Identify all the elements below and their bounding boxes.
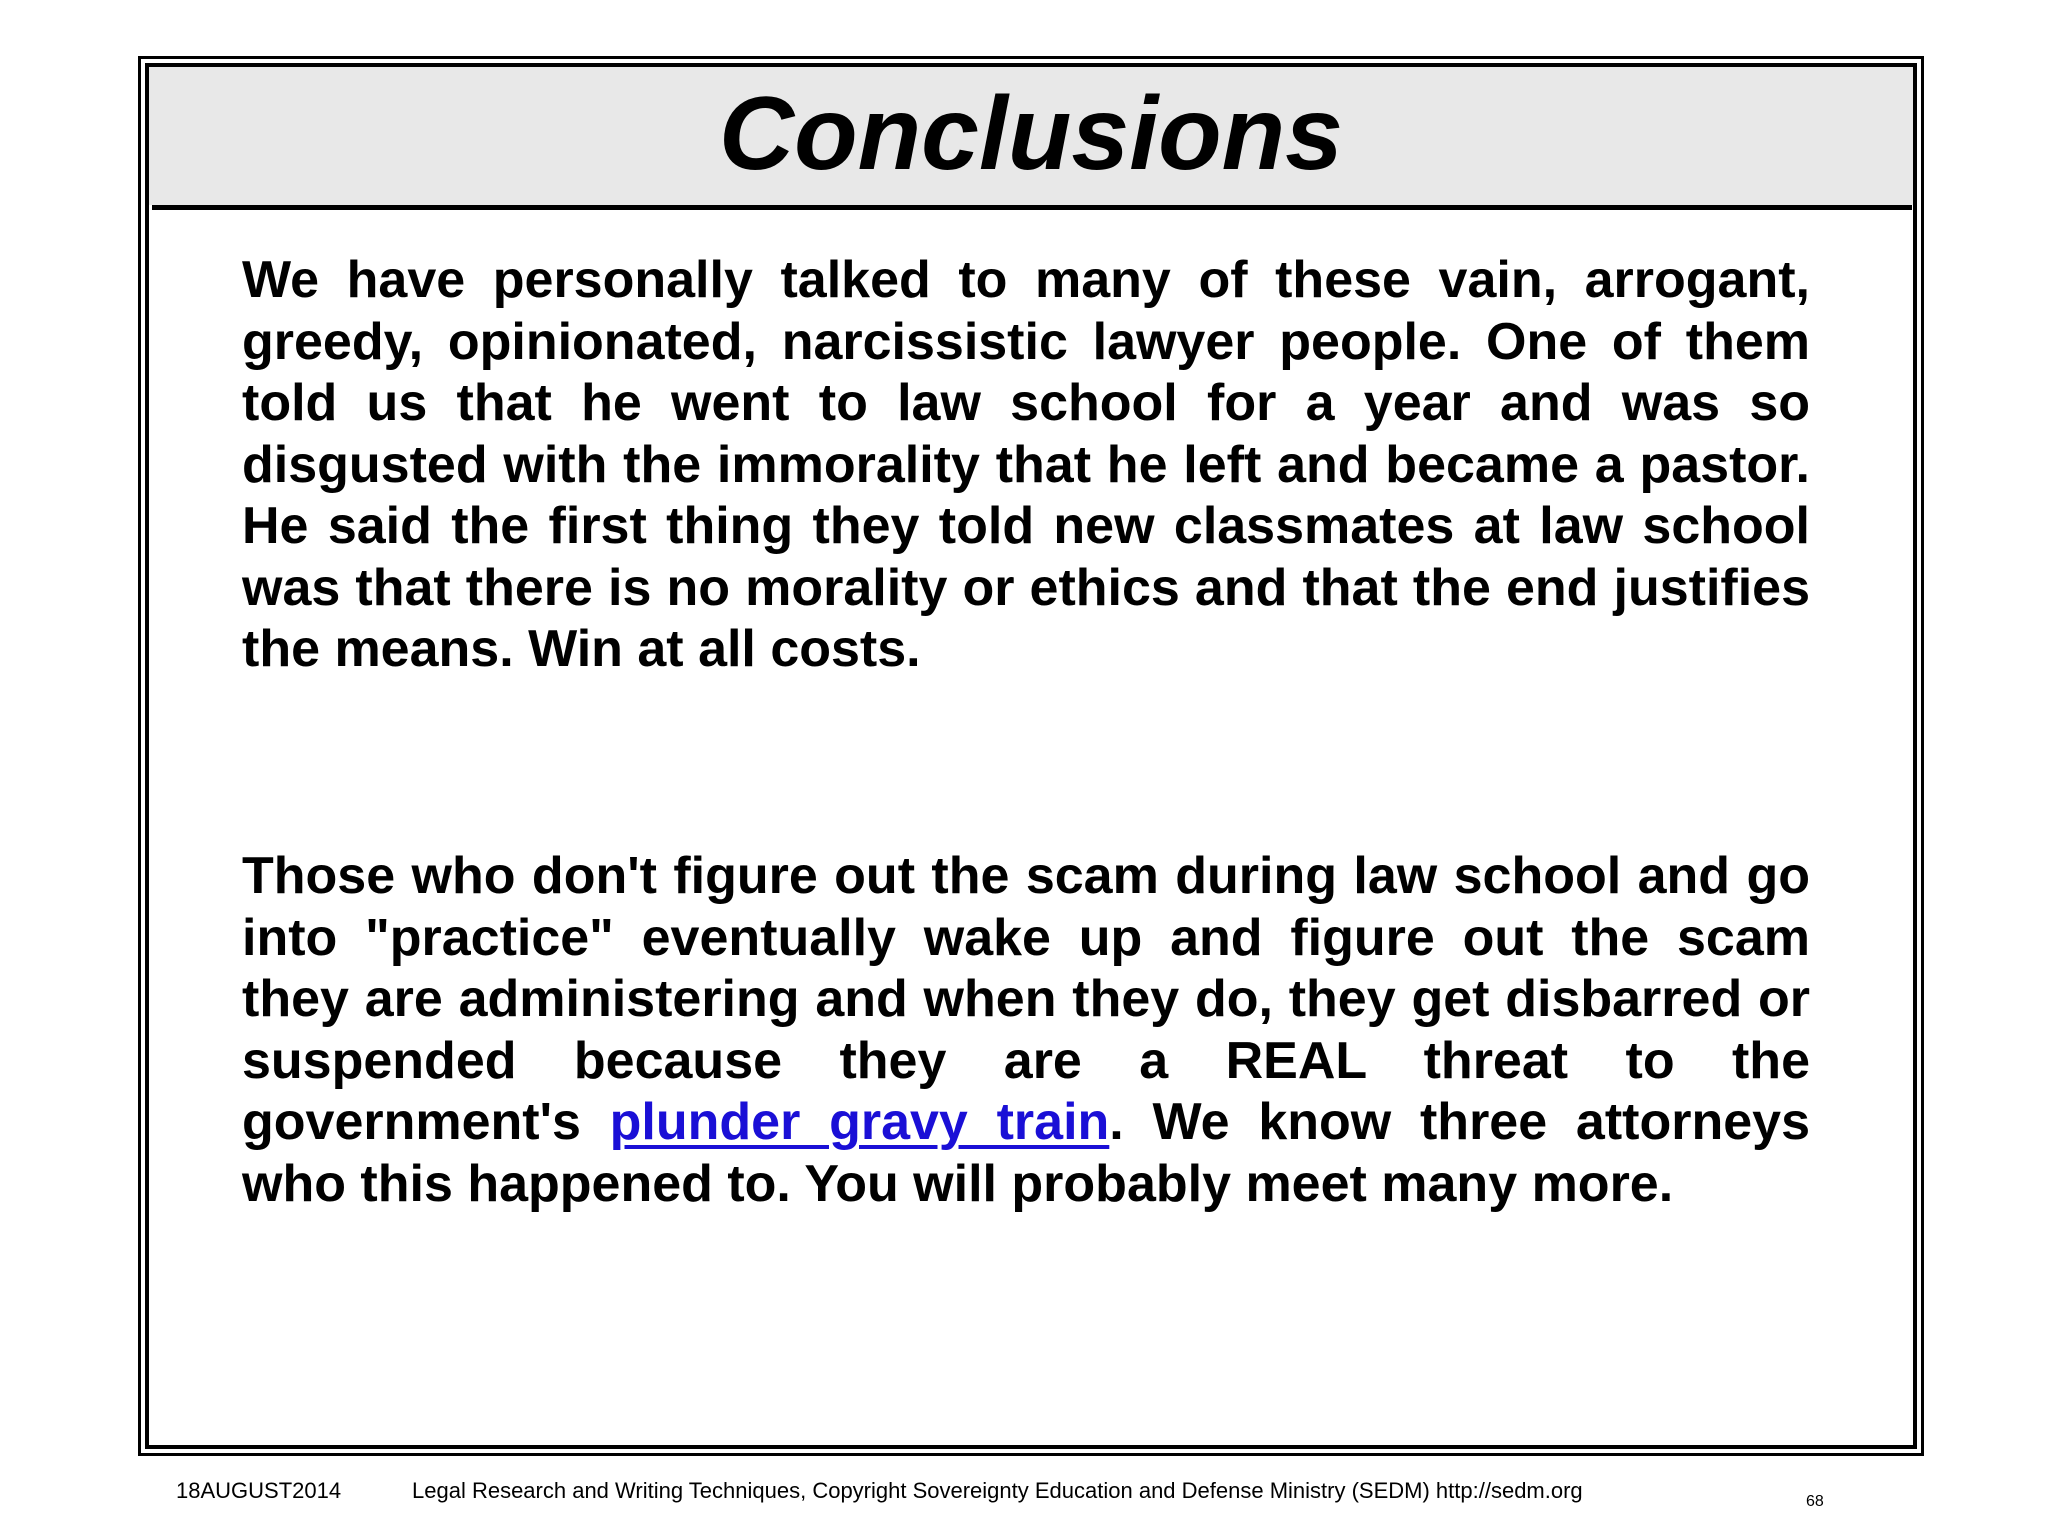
slide-title: Conclusions <box>718 76 1344 192</box>
paragraph-2 <box>242 846 1810 1215</box>
plunder-gravy-train-link[interactable]: plunder gravy train <box>609 1093 1110 1151</box>
paragraph-2-text-end: . We know three attorneys who this happened to. You will probably meet many more. <box>242 1093 1810 1213</box>
footer-date: 18AUGUST2014 <box>176 1478 342 1503</box>
paragraph-1: We have personally talked to many of these vain, arrogant, greedy, opinionated, narcissistic lawyer people. One of them told us that he went to law school for a year and was so disgusted with the immorality that he left and became a pastor. He said the first thing they told new classmates at law school was that there is no morality or ethics and that the end justifies the means. Win at all costs. <box>242 251 1810 678</box>
paragraph-2-text-start: Those who don't figure out the scam during law school and go into "practice" eventually wake up and figure out the scam they are administering and when they do, they get disbarred or suspended because they are a REAL threat to the government's <box>242 847 1810 1151</box>
footer-copyright: Legal Research and Writing Techniques, Copyright Sovereignty Education and Defense Ministry (SEDM) http://sedm.org <box>412 1478 1583 1503</box>
title-divider <box>152 205 1912 210</box>
page-number: 68 <box>1806 1493 1824 1510</box>
